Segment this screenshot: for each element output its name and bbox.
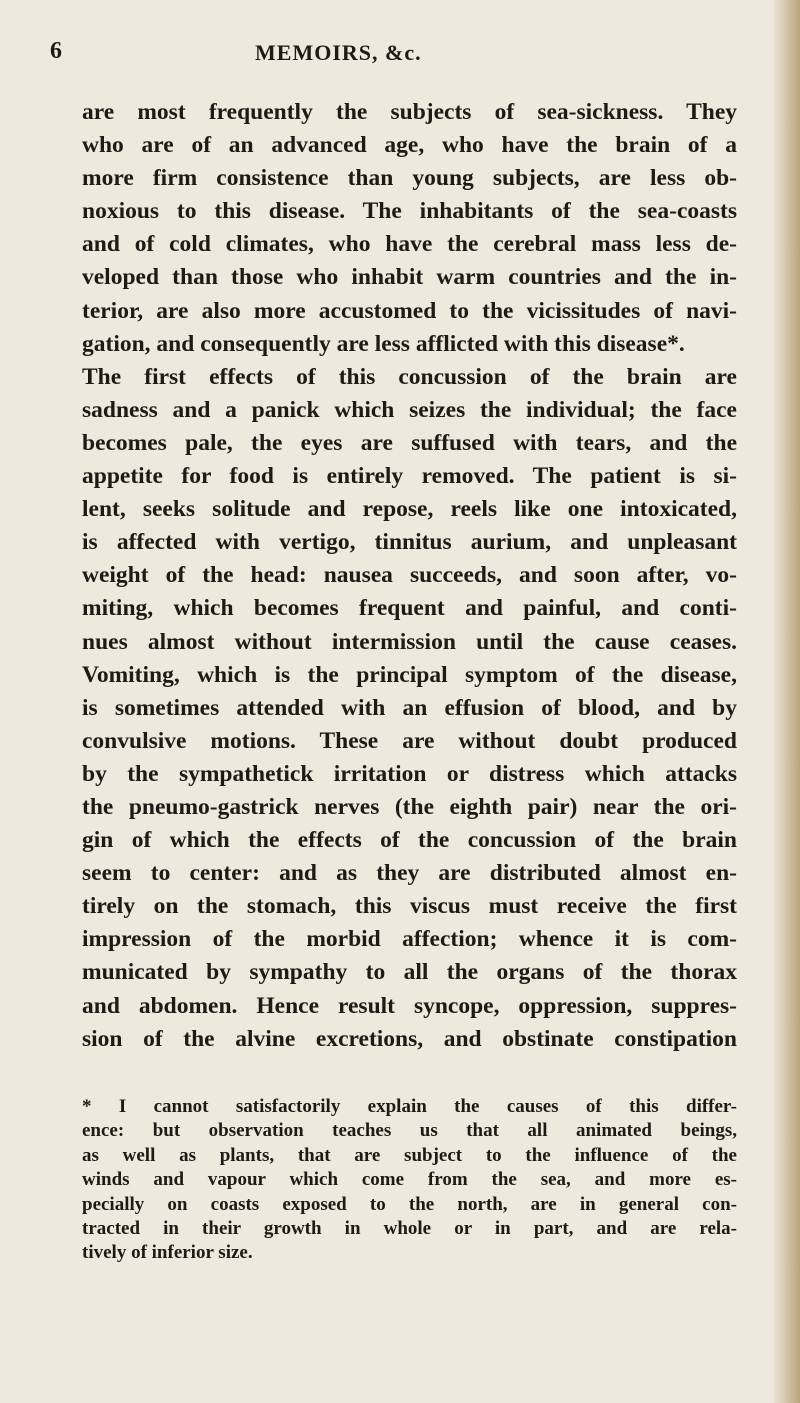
- body-line: tirely on the stomach, this viscus must receive the first: [82, 893, 737, 920]
- footnote-line: * I cannot satisfactorily explain the causes of this differ-: [82, 1096, 737, 1117]
- body-line: gin of which the effects of the concussion of the brain: [82, 827, 737, 854]
- body-line: and abdomen. Hence result syncope, oppression, suppres-: [82, 992, 737, 1019]
- footnote-line: tracted in their growth in whole or in part, and are rela-: [82, 1217, 737, 1239]
- body-line: appetite for food is entirely removed. The patient is si-: [82, 463, 737, 490]
- body-line: terior, are also more accustomed to the vicissitudes of navi-: [82, 297, 737, 324]
- body-line: veloped than those who inhabit warm countries and the in-: [82, 264, 737, 291]
- page-edge: [774, 0, 800, 1403]
- body-line: municated by sympathy to all the organs of the thorax: [82, 959, 737, 986]
- footnote-line: tively of inferior size.: [82, 1242, 253, 1264]
- body-text: [82, 96, 737, 1056]
- body-line: The first effects of this concussion of the brain are: [82, 363, 737, 390]
- body-line: convulsive motions. These are without doubt produced: [82, 727, 737, 754]
- body-line: the pneumo-gastrick nerves (the eighth pair) near the ori-: [82, 793, 737, 820]
- body-line: by the sympathetick irritation or distress which attacks: [82, 760, 737, 787]
- body-line: is sometimes attended with an effusion of blood, and by: [82, 694, 737, 721]
- body-line: noxious to this disease. The inhabitants of the sea-coasts: [82, 198, 737, 225]
- body-line: gation, and consequently are less afflicted with this disease*.: [82, 330, 685, 357]
- page-header: [50, 38, 750, 72]
- body-line: and of cold climates, who have the cerebral mass less de-: [82, 231, 737, 258]
- body-line: seem to center: and as they are distributed almost en-: [82, 860, 737, 887]
- page-number: 6: [50, 38, 62, 64]
- body-line: lent, seeks solitude and repose, reels like one intoxicated,: [82, 496, 737, 523]
- footnote-line: pecially on coasts exposed to the north, are in general con-: [82, 1193, 737, 1215]
- body-line: sadness and a panick which seizes the individual; the face: [82, 396, 737, 423]
- body-line: who are of an advanced age, who have the brain of a: [82, 132, 737, 159]
- body-line: becomes pale, the eyes are suffused with tears, and the: [82, 429, 737, 456]
- body-line: are most frequently the subjects of sea-sickness. They: [82, 99, 737, 125]
- body-line: Vomiting, which is the principal symptom of the disease,: [82, 661, 737, 688]
- footnote-line: as well as plants, that are subject to the influence of the: [82, 1144, 737, 1166]
- body-line: weight of the head: nausea succeeds, and soon after, vo-: [82, 562, 737, 589]
- body-line: is affected with vertigo, tinnitus aurium, and unpleasant: [82, 529, 737, 556]
- running-head: MEMOIRS, &c.: [255, 40, 422, 65]
- body-line: miting, which becomes frequent and painful, and conti-: [82, 595, 737, 622]
- body-line: sion of the alvine excretions, and obstinate constipation: [82, 1025, 737, 1052]
- body-line: more firm consistence than young subjects, are less ob-: [82, 165, 737, 192]
- body-line: nues almost without intermission until the cause ceases.: [82, 628, 737, 655]
- footnote-line: winds and vapour which come from the sea, and more es-: [82, 1169, 737, 1191]
- footnote-line: ence: but observation teaches us that all animated beings,: [82, 1120, 737, 1142]
- footnote: [82, 1095, 737, 1266]
- body-line: impression of the morbid affection; whence it is com-: [82, 926, 737, 953]
